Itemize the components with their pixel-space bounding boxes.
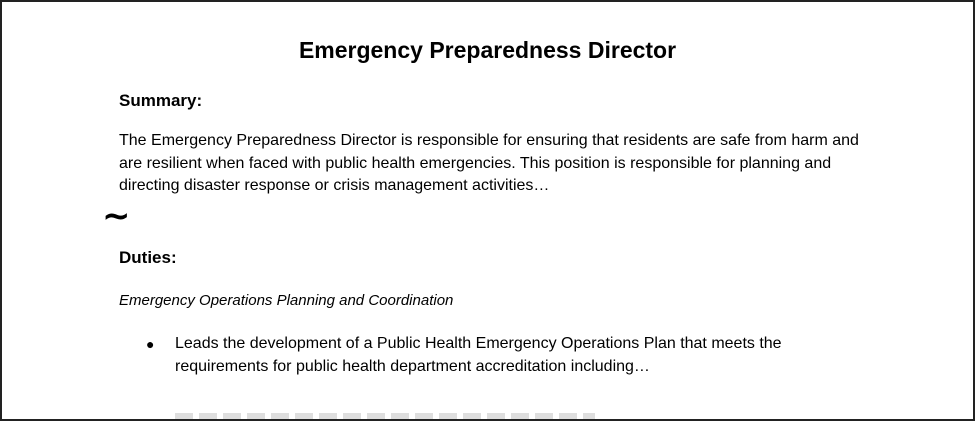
duties-subheading: Emergency Operations Planning and Coordination bbox=[119, 292, 454, 309]
cut-off-text-remnant bbox=[175, 413, 595, 419]
summary-paragraph: The Emergency Preparedness Director is responsible for ensuring that residents are safe from harm and are resilient when faced with public health emergencies. This position is responsible for planning and directing disaster response or crisis management activities… bbox=[119, 132, 859, 194]
list-item-text: Leads the development of a Public Health Emergency Operations Plan that meets the requirements for public health department accreditation including… bbox=[175, 335, 782, 375]
summary-heading: Summary: bbox=[119, 91, 203, 110]
bullet-icon: ● bbox=[146, 336, 155, 352]
document-title: Emergency Preparedness Director bbox=[298, 37, 677, 63]
duties-heading: Duties: bbox=[119, 248, 177, 267]
omission-marker: ~ bbox=[102, 196, 131, 236]
